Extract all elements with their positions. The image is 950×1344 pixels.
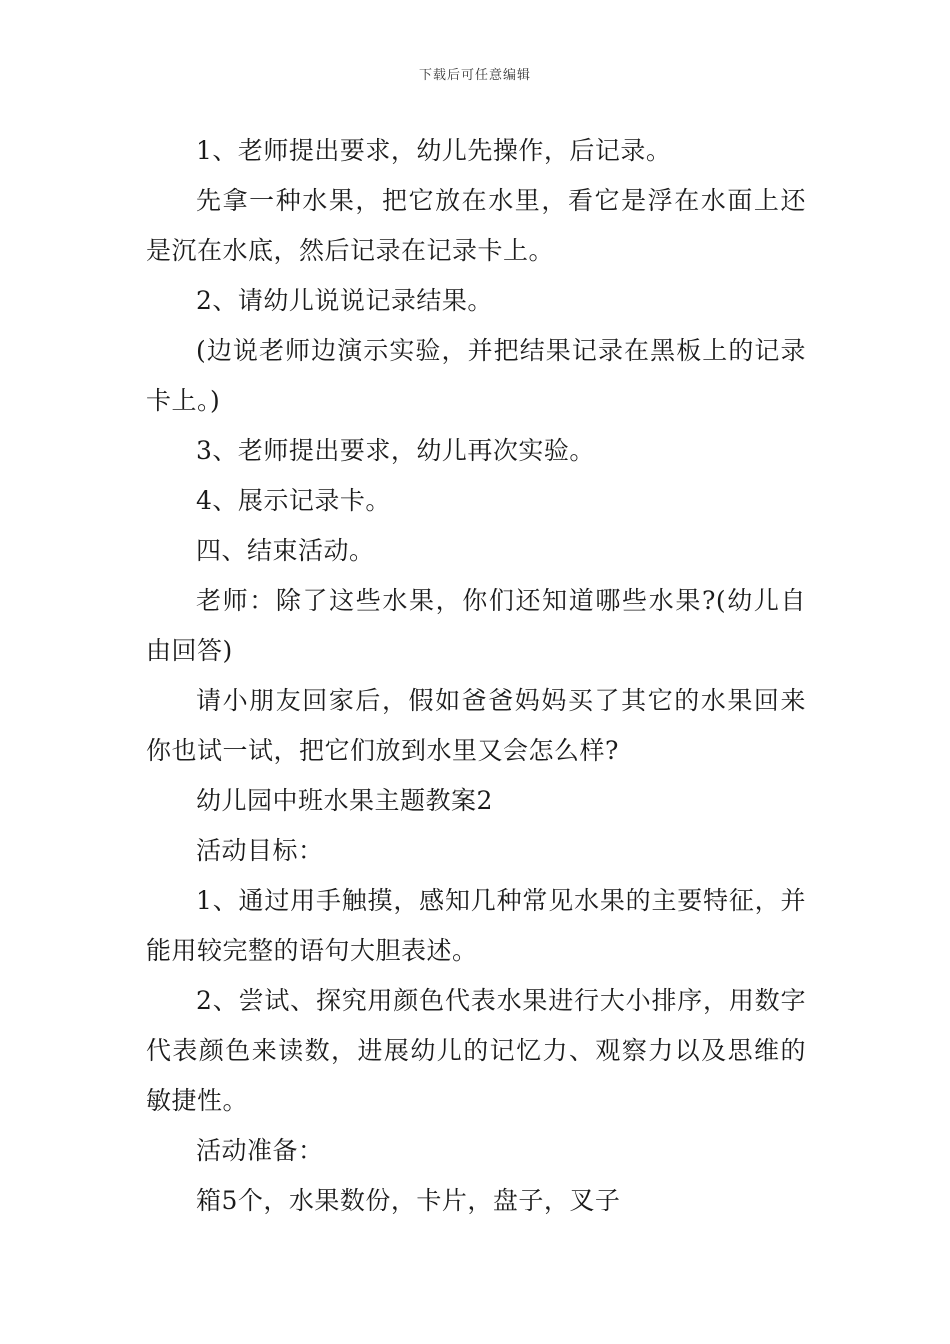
paragraph: 请小朋友回家后，假如爸爸妈妈买了其它的水果回来你也试一试，把它们放到水里又会怎么样? [146, 686, 806, 765]
paragraph: (边说老师边演示实验，并把结果记录在黑板上的记录卡上。) [146, 336, 806, 415]
section-heading: 活动目标： [196, 836, 324, 865]
paragraph: 4、展示记录卡。 [196, 486, 391, 515]
lesson-title: 幼儿园中班水果主题教案2 [196, 786, 493, 815]
paragraph: 2、请幼儿说说记录结果。 [196, 286, 493, 315]
document-body [146, 126, 806, 1226]
paragraph: 2、尝试、探究用颜色代表水果进行大小排序，用数字代表颜色来读数，进展幼儿的记忆力、观察力以及思维的敏捷性。 [146, 986, 806, 1115]
paragraph: 1、通过用手触摸，感知几种常见水果的主要特征，并能用较完整的语句大胆表述。 [146, 886, 806, 965]
paragraph: 1、老师提出要求，幼儿先操作，后记录。 [196, 136, 672, 165]
paragraph: 先拿一种水果，把它放在水里，看它是浮在水面上还是沉在水底，然后记录在记录卡上。 [146, 186, 806, 265]
section-heading: 四、结束活动。 [196, 536, 375, 565]
paragraph: 箱5个，水果数份，卡片，盘子，叉子 [196, 1186, 621, 1215]
paragraph: 老师：除了这些水果，你们还知道哪些水果?(幼儿自由回答) [146, 586, 806, 665]
section-heading: 活动准备： [196, 1136, 324, 1165]
paragraph: 3、老师提出要求，幼儿再次实验。 [196, 436, 595, 465]
page-header: 下载后可任意编辑 [418, 68, 531, 83]
